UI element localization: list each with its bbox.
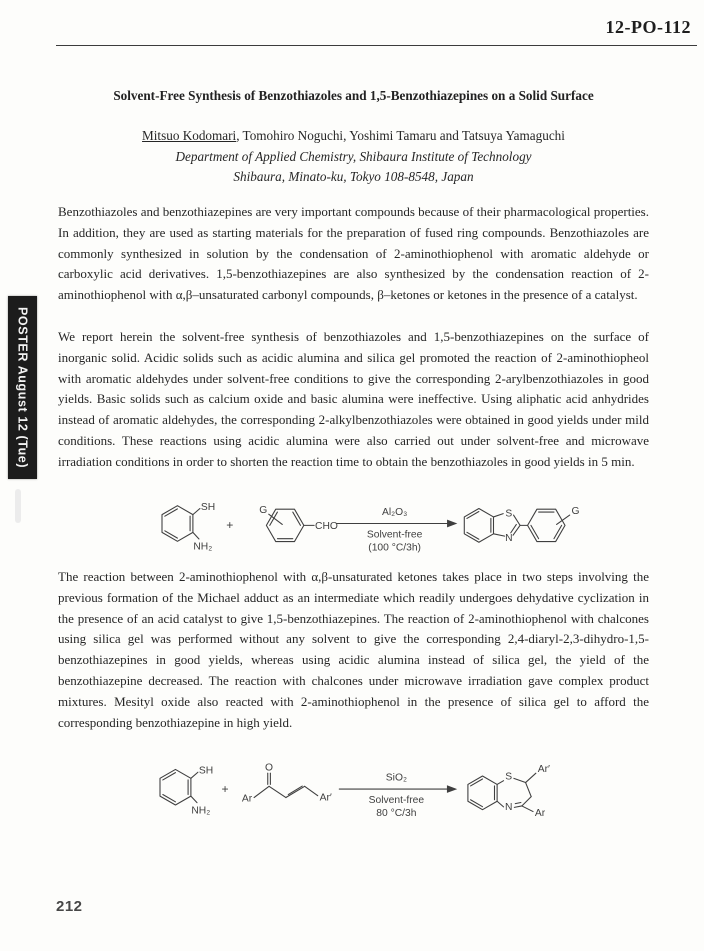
reaction-arrow — [339, 773, 457, 820]
reaction-scheme-1 — [140, 486, 580, 561]
aminothiophenol-structure — [162, 502, 215, 553]
nitrogen-label: N — [505, 532, 513, 544]
chalcone-structure — [242, 762, 332, 804]
nitrogen-label: N — [505, 802, 513, 814]
benzothiazepine-product-structure — [468, 764, 550, 819]
header-rule — [56, 45, 697, 46]
presenting-author: Mitsuo Kodomari — [142, 128, 237, 143]
address: Shibaura, Minato-ku, Tokyo 108-8548, Japan — [233, 169, 474, 184]
benzothiazole-product-structure — [464, 506, 579, 544]
authors-line — [58, 128, 649, 144]
reaction-scheme-2 — [138, 746, 578, 835]
condition-line1: Solvent-free — [368, 795, 425, 807]
sulfur-label: S — [505, 771, 513, 783]
poster-session-tab — [8, 296, 37, 479]
plus-sign: + — [221, 781, 229, 796]
reaction-arrow — [337, 507, 458, 554]
aryl-right-label: Ar′ — [319, 792, 332, 804]
aryl-aldehyde-structure — [259, 505, 338, 541]
thiol-label: SH — [200, 501, 216, 513]
reagent-label: SiO₂ — [385, 772, 407, 784]
aryl-left-label: Ar — [241, 793, 253, 805]
scan-smudge — [15, 489, 21, 523]
plus-sign: + — [226, 518, 234, 533]
reagent-label: Al₂O₃ — [381, 507, 408, 519]
aryl-bottom-label: Ar — [534, 808, 546, 820]
coauthors: , Tomohiro Noguchi, Yoshimi Tamaru and Tatsuya Yamaguchi — [236, 128, 565, 143]
condition-line2: (100 °C/3h) — [368, 542, 421, 554]
aldehyde-label: CHO — [315, 521, 338, 533]
paragraph-3: The reaction between 2-aminothiophenol with α,β-unsaturated ketones takes place in two steps involving the previous formation of the Michael adduct as an intermediate which readily undergoes dehydative cyclization in the presence of an acid catalyst to give 1,5-benzothiazepines. The reaction of 2-aminothiophenol with chalcones using silica gel was performed without any solvent to give the corresponding 2,4-diaryl-2,3-dihydro-1,5-benzothiazepines in good yields, whereas using acidic alumina instead of silica gel, the yield of the benzothiazepine decreased. The reaction with chalcones under microwave irradiation gave complex product mixtures. Mesityl oxide also reacted with 2-aminothiophenol in the presence of silica gel to afford the corresponding benzothiazepine in high yield. — [58, 569, 649, 730]
condition-line1: Solvent-free — [366, 529, 423, 541]
aminothiophenol-structure — [160, 766, 213, 817]
paper-code: 12-PO-112 — [605, 17, 691, 37]
thiol-label: SH — [198, 765, 214, 777]
carbonyl-oxygen-label: O — [265, 762, 274, 774]
amine-label: NH₂ — [191, 805, 211, 817]
affiliation: Department of Applied Chemistry, Shibaura Institute of Technology — [175, 149, 532, 164]
product-substituent-g-label: G — [571, 506, 580, 518]
page-number: 212 — [56, 898, 83, 915]
sulfur-label: S — [505, 508, 513, 520]
condition-line2: 80 °C/3h — [376, 808, 417, 820]
aryl-top-label: Ar′ — [537, 764, 550, 776]
amine-label: NH₂ — [193, 541, 213, 553]
paragraph-2: We report herein the solvent-free synthesis of benzothiazoles and 1,5-benzothiazepines on the surface of inorganic solid. Acidic solids such as acidic alumina and silica gel promoted the reaction of 2-aminothiopheol with aromatic aldehydes under solvent-free conditions to give the corresponding 2-arylbenzothiazoles in good yields. Basic solids such as calcium oxide and basic alumina were ineffective. Using aliphatic acid anhydrides instead of aromatic aldehydes, the corresponding 2-alkylbenzothiazoles were obtained in good yields under mild conditions. These reactions using acidic alumina were also carried out under solvent-free and microwave irradiation conditions in order to shorten the reaction time to obtain the benzothiazoles in good yields in 5 min. — [58, 329, 649, 469]
page-title: Solvent-Free Synthesis of Benzothiazoles and 1,5-Benzothiazepines on a Solid Surface — [113, 88, 594, 103]
poster-session-label: POSTER August 12 (Tue) — [15, 306, 30, 469]
paragraph-1: Benzothiazoles and benzothiazepines are very important compounds because of their pharmacological properties. In addition, they are used as starting materials for the preparation of fused ring compounds. Benzothiazoles are commonly synthesized in solution by the condensation of 2-aminothiophenol with aromatic aldehyde or carboxylic acid derivatives. 1,5-benzothiazepines are also synthesized by the condensation reaction of 2-aminothiophenol with α,β–unsaturated carbonyl compounds, β–ketones or ketones in the presence of a catalyst. — [58, 204, 649, 303]
substituent-g-label: G — [259, 505, 268, 517]
